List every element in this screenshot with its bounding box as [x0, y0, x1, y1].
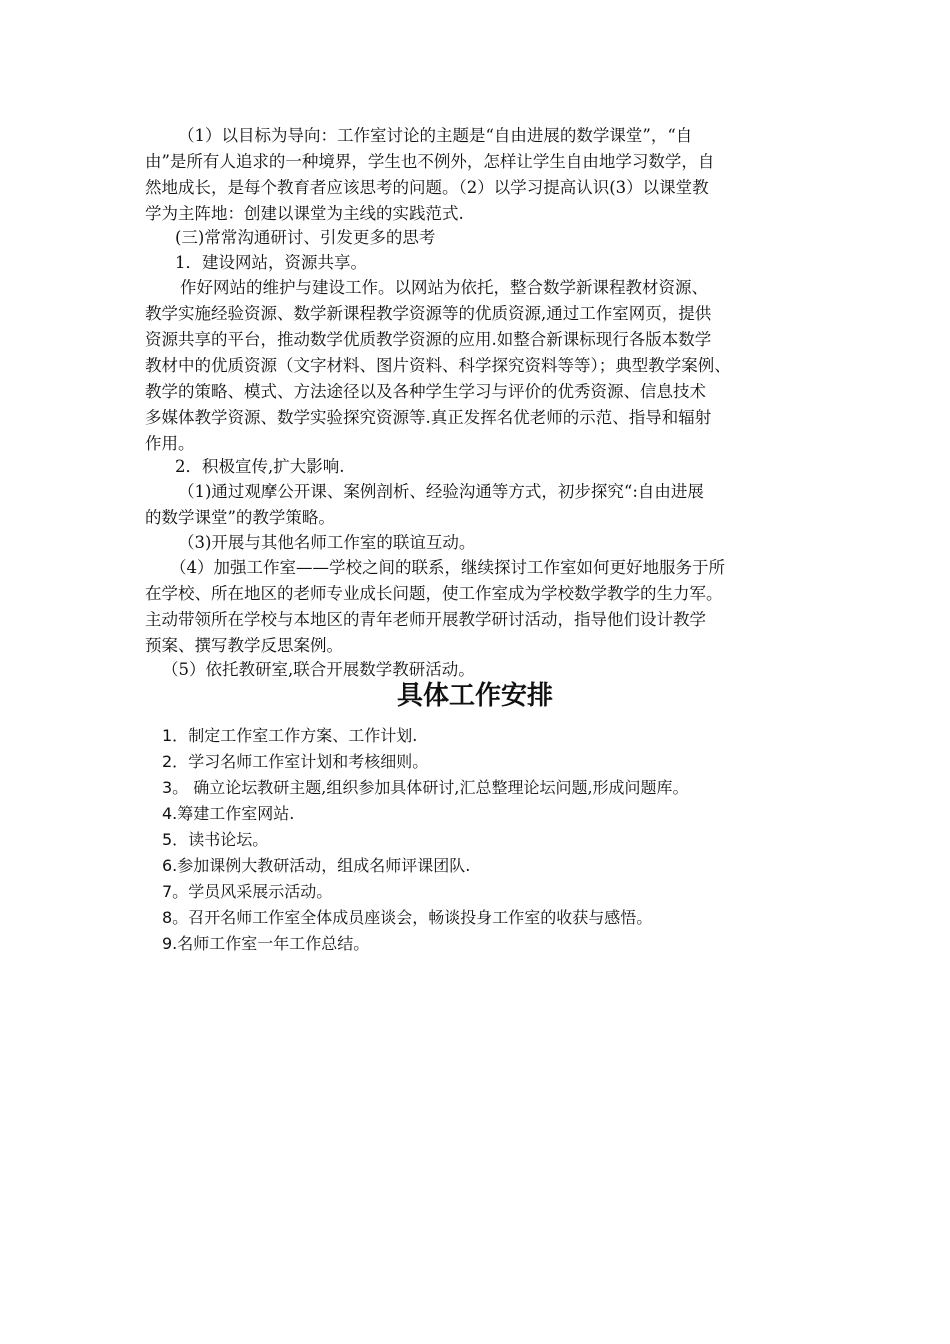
plan-item-text: 名师工作室一年工作总结。 — [177, 934, 370, 953]
plan-item-number: 6. — [162, 856, 178, 875]
plan-item — [162, 775, 689, 801]
subheading: 2．积极宣传,扩大影响. — [175, 457, 345, 476]
plan-item — [162, 853, 470, 879]
plan-item-text: 确立论坛教研主题,组织参加具体研讨,汇总整理论坛问题,形成问题库。 — [188, 778, 689, 797]
body-line: （1)通过观摩公开课、案例剖析、经验沟通等方式，初步探究“:自由进展 — [178, 482, 704, 501]
body-line: （3)开展与其他名师工作室的联谊互动。 — [178, 533, 476, 552]
plan-item-text: 筹建工作室网站. — [177, 804, 295, 823]
plan-item — [162, 905, 652, 931]
body-line: （4）加强工作室——学校之间的联系，继续探讨工作室如何更好地服务于所 — [170, 558, 725, 577]
plan-item-number: 7。 — [162, 882, 189, 901]
body-line: 学为主阵地：创建以课堂为主线的实践范式. — [145, 204, 464, 223]
plan-item — [162, 723, 417, 749]
body-line: 多媒体教学资源、数学实验探究资源等.真正发挥名优老师的示范、指导和辐射 — [145, 408, 712, 427]
body-line: 预案、撰写教学反思案例。 — [145, 636, 343, 655]
section-title: 具体工作安排 — [396, 681, 553, 711]
plan-item — [162, 801, 294, 827]
plan-item-number: 9. — [162, 934, 178, 953]
body-line: 教学的策略、模式、方法途径以及各种学生学习与评价的优秀资源、信息技术 — [145, 382, 706, 401]
body-line: 作好网站的维护与建设工作。以网站为依托，整合数学新课程教材资源、 — [180, 278, 708, 297]
plan-item-text: 读书论坛。 — [188, 830, 269, 849]
body-line: 在学校、所在地区的老师专业成长问题，使工作室成为学校数学教学的生力军。 — [145, 584, 723, 603]
body-line: 资源共享的平台，推动数学优质教学资源的应用.如整合新课标现行各版本数学 — [145, 330, 712, 349]
subheading: (三)常常沟通研讨、引发更多的思考 — [175, 228, 436, 247]
body-line: 的数学课堂”的教学策略。 — [145, 508, 335, 527]
body-line: （5）依托教研室,联合开展数学教研活动。 — [162, 660, 475, 679]
plan-item — [162, 827, 268, 853]
plan-item-text: 制定工作室工作方案、工作计划. — [188, 726, 418, 745]
plan-item-number: 5． — [162, 830, 189, 849]
plan-item-text: 召开名师工作室全体成员座谈会，畅谈投身工作室的收获与感悟。 — [188, 908, 653, 927]
plan-item-number: 4. — [162, 804, 178, 823]
plan-item-number: 3。 — [162, 778, 189, 797]
body-line: 教学实施经验资源、数学新课程教学资源等的优质资源,通过工作室网页，提供 — [145, 304, 712, 323]
body-line: 主动带领所在学校与本地区的青年老师开展教学研讨活动，指导他们设计教学 — [145, 610, 706, 629]
plan-item-text: 学习名师工作室计划和考核细则。 — [188, 752, 429, 771]
body-line: 然地成长，是每个教育者应该思考的问题。（2）以学习提高认识(3）以课堂教 — [145, 178, 709, 197]
plan-item-number: 2． — [162, 752, 189, 771]
plan-item-text: 学员风采展示活动。 — [188, 882, 333, 901]
body-line: 作用。 — [145, 434, 195, 453]
plan-item — [162, 749, 428, 775]
body-line: 教材中的优质资源（文字材料、图片资料、科学探究资料等等）；典型教学案例、 — [145, 356, 731, 375]
plan-item — [162, 879, 332, 905]
body-line: 由”是所有人追求的一种境界，学生也不例外，怎样让学生自由地学习数学，自 — [145, 152, 715, 171]
plan-item-number: 1． — [162, 726, 189, 745]
subheading: 1．建设网站，资源共享。 — [175, 253, 367, 272]
body-line: （1）以目标为导向：工作室讨论的主题是“自由进展的数学课堂”，“自 — [178, 126, 693, 145]
plan-item-text: 参加课例大教研活动，组成名师评课团队. — [177, 856, 471, 875]
plan-item-number: 8。 — [162, 908, 189, 927]
plan-item — [162, 931, 369, 957]
